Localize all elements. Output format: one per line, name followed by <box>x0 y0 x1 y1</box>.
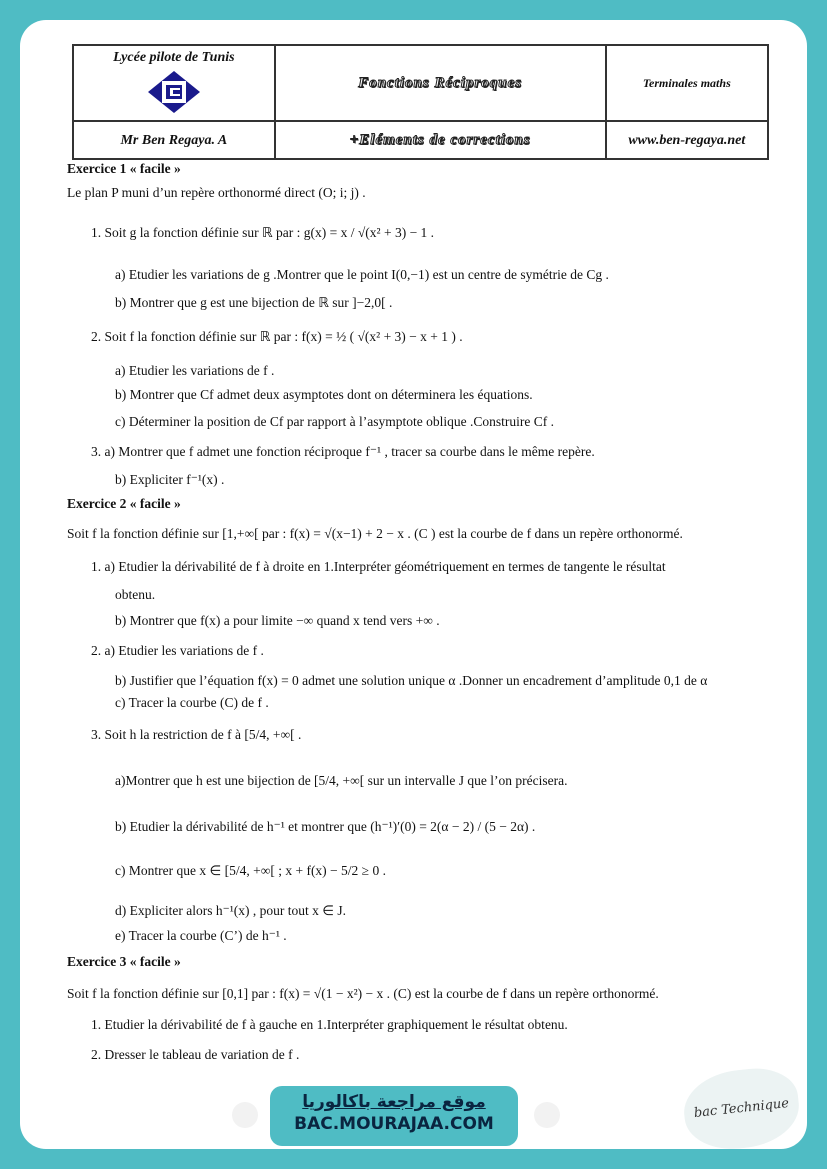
exercise-1-question-1b: b) Montrer que g est une bijection de ℝ sur ]−2,0[ . <box>115 295 393 310</box>
title-cell <box>275 45 606 121</box>
site-banner[interactable] <box>270 1086 518 1146</box>
exercise-1-question-1: 1. Soit g la fonction définie sur ℝ par : g(x) = x / √(x² + 3) − 1 . <box>91 225 435 240</box>
school-cell <box>73 45 275 121</box>
exercise-3-question-1: 1. Etudier la dérivabilité de f à gauche en 1.Interpréter graphiquement le résultat obtenu. <box>91 1017 568 1032</box>
left-badge-icon <box>232 1102 258 1128</box>
exercise-1-question-3b: b) Expliciter f⁻¹(x) . <box>115 472 225 487</box>
exercise-2-question-3c: c) Montrer que x ∈ [5/4, +∞[ ; x + f(x) − 5/2 ≥ 0 . <box>115 863 386 878</box>
exercise-2-question-3b: b) Etudier la dérivabilité de h⁻¹ et montrer que (h⁻¹)′(0) = 2(α − 2) / (5 − 2α) . <box>115 819 536 834</box>
exercise-3-question-2: 2. Dresser le tableau de variation de f . <box>91 1047 300 1062</box>
exercise-2-heading: Exercice 2 « facile » <box>67 496 181 511</box>
exercise-1-question-2a: a) Etudier les variations de f . <box>115 363 275 378</box>
author-website: www.ben-regaya.net <box>628 133 746 148</box>
exercise-2-question-2b: b) Justifier que l’équation f(x) = 0 admet une solution unique α .Donner un encadrement d’amplitude 0,1 de α <box>115 673 708 688</box>
document-title: Fonctions Réciproques <box>358 75 523 91</box>
exercise-2-question-3a: a)Montrer que h est une bijection de [5/4, +∞[ sur un intervalle J que l’on précisera. <box>115 773 568 788</box>
exercise-1-question-2c: c) Déterminer la position de Cf par rapport à l’asymptote oblique .Construire Cf . <box>115 414 555 429</box>
subtitle-cell <box>275 121 606 159</box>
header-table <box>72 44 769 160</box>
exercise-1-question-2b: b) Montrer que Cf admet deux asymptotes dont on déterminera les équations. <box>115 387 533 402</box>
exercise-2-question-1a: 1. a) Etudier la dérivabilité de f à droite en 1.Interpréter géométriquement en termes de tangente le résultat <box>91 559 666 574</box>
exercise-2-question-1a-cont: obtenu. <box>115 587 156 602</box>
exercise-2-question-2c: c) Tracer la courbe (C) de f . <box>115 695 269 710</box>
exercise-1-question-1a: a) Etudier les variations de g .Montrer que le point I(0,−1) est un centre de symétrie de Cg . <box>115 267 609 282</box>
exercise-1-question-3a: 3. a) Montrer que f admet une fonction réciproque f⁻¹ , tracer sa courbe dans le même repère. <box>91 444 595 459</box>
level-cell <box>606 45 768 121</box>
bac-technique-stamp: bac Technique <box>680 1064 803 1149</box>
class-level: Terminales maths <box>642 76 731 90</box>
exercise-3-heading: Exercice 3 « facile » <box>67 954 181 969</box>
exercise-2-question-3d: d) Expliciter alors h⁻¹(x) , pour tout x ∈ J. <box>115 903 347 918</box>
exercise-3-intro: Soit f la fonction définie sur [0,1] par : f(x) = √(1 − x²) − x . (C) est la courbe de f dans un repère orthonormé. <box>67 986 659 1001</box>
site-banner-arabic[interactable]: موقع مراجعة باكالوريا <box>302 1092 486 1112</box>
exercise-2-question-2a: 2. a) Etudier les variations de f . <box>91 643 264 658</box>
exercise-1-intro: Le plan P muni d’un repère orthonormé direct (O; i; j) . <box>67 185 366 200</box>
exercise-1-question-2: 2. Soit f la fonction définie sur ℝ par : f(x) = ½ ( √(x² + 3) − x + 1 ) . <box>91 329 463 344</box>
exercise-2-question-1b: b) Montrer que f(x) a pour limite −∞ quand x tend vers +∞ . <box>115 613 440 628</box>
exercise-1-heading: Exercice 1 « facile » <box>67 161 181 176</box>
site-banner-url[interactable]: BAC.MOURAJAA.COM <box>294 1114 494 1134</box>
document-page <box>20 20 807 1149</box>
author-name: Mr Ben Regaya. A <box>120 133 228 148</box>
exercise-2-intro: Soit f la fonction définie sur [1,+∞[ par : f(x) = √(x−1) + 2 − x . (C ) est la courbe de f dans un repère orthonormé. <box>67 526 683 541</box>
right-badge-icon <box>534 1102 560 1128</box>
author-cell <box>73 121 275 159</box>
document-subtitle: +Eléments de corrections <box>349 132 531 148</box>
exercise-2-question-3: 3. Soit h la restriction de f à [5/4, +∞[ . <box>91 727 302 742</box>
exercise-2-question-3e: e) Tracer la courbe (C’) de h⁻¹ . <box>115 928 287 943</box>
website-cell <box>606 121 768 159</box>
school-name: Lycée pilote de Tunis <box>113 50 235 65</box>
school-logo-icon <box>146 70 202 114</box>
